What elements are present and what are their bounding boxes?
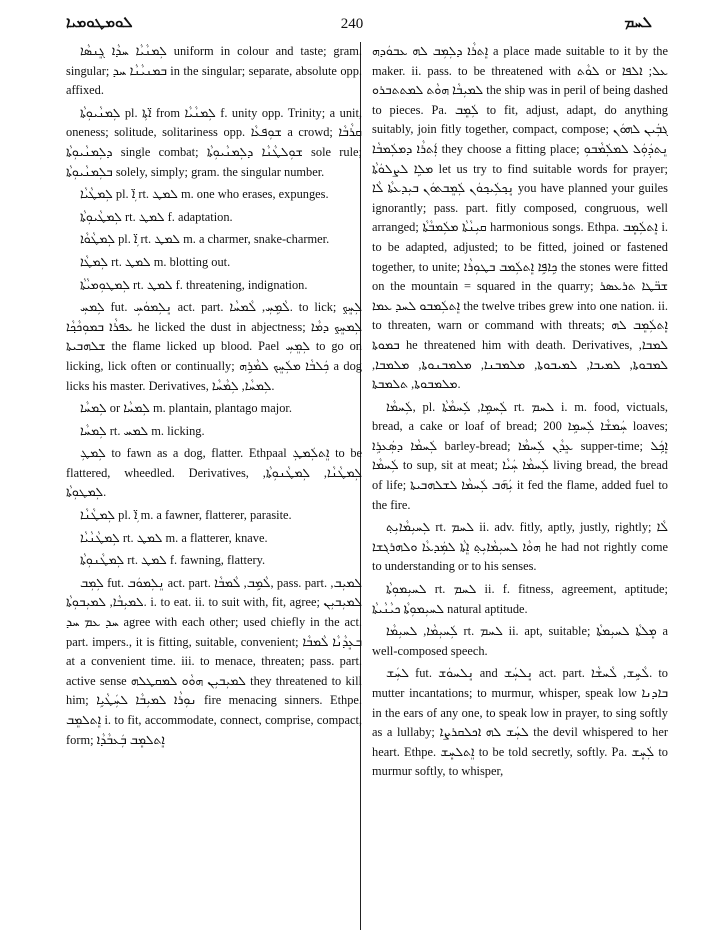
dictionary-entry: ܠܲܚܡܵܐ, pl. ܠܲܚܡܹܐ, ܠܲܚܡܵܬܵܐ rt. ܠܚܡ i. m. food, victuals, bread, a cake or loaf of bread; ܚܲܡܫܵܐ ܠܲܚܡܹܐ 200 loaves; ܠܲܚܡܵܐ ܕܣܲܥܪܹܐ barley-bread; ܥܸܕܵܢ ܠܲܚܡܵܐ supper-time; ܐܸܟ݂ܲܠ ܠܲܚܡܵܐ to sup, sit at meat; ܠܲܚܡܵܐ ܚܲܝܵܐ living bread, the bread of life; ܝܲܗ݇ܒ ܠܲܚܡܵܐ ܠܫܠܗܒܝܬܐ it fed the flame, added fuel to the fire. [372,399,668,512]
dictionary-entry: ܠܼܡܢܵܝܵܐ ܚܕܵܐ ܓܸܢܣܵܐ uniform in colour and taste; gram. singular; ܒܡܢܝܵܢܵܐ ܚܕ in the singular; separate, absolute opp. affixed. [66,44,363,98]
page-number: 240 [340,16,364,32]
right-guide-word: ܠܚܡ [624,15,652,31]
dictionary-entry: ܠܼܡܛܵܐ rt. ܠܡܛ m. blotting out. [80,254,231,269]
left-guide-word: ܠܘܡܛܘܡܝܐ [66,15,133,31]
dictionary-entry: ܠܚܝܼܡܘܼܬܵܐ rt. ܠܚܡ ii. f. fitness, agreement, aptitude; ܠܚܝܼܡܘܼܬܵܐ ܟܝܵܢܵܝܬܵܐ natural aptitude. [372,582,668,616]
dictionary-entry: ܐܸܬܪܵܐ ܕܠܼܡܼܒ ܠܗ ܥܒܘܿܕܗ a place made suitable to it by the maker. ii. pass. to be threatened with ܠܘܵܬ or ܥܠ; ܐܠܦܐ ܠܡܝܼܒܵܐ ܗܘܵܬ ܠܡܬܬܒܪܘ the ship was in peril of being dashed to pieces. Pa. ܠܲܡܸܒ to fit, adjust, adapt, do anything suitably, join fitly together, compact, compose; ܓܒܲܝܢ ܠܗܘܿܢ ܐܲܬܪܵܐ ܕܡܠܲܡܒܵܐ they choose a fitting place; ܢܸܬܕܲܘܲܠ ܠܡܠܲܡܵܒܘܼ ܡܠܹܐ ܠܨܠܘܿܬܵܐ let us try to find suitable words for prayer; ܢܸܟ݂ܠܲܝܟ݂ܘܿܢ ܠܲܡܸܒܬܘܿܢ ܒܝܼܕܥܬܵܐ ܠܵܐ you have planned your guiles ignorantly; pass. part. fitly composed, congruous, well arranged; ܩܝܼܢܵܬܵܐ ܡܠܲܡܒܵܬܵܐ harmonious songs. Ethpa. ܐܸܬܠܲܡܸܒ i. to be adapted, adjusted; to be fitted, joined or fastened together, to unite; ܟܹܐܦܹܐ ܐܸܬܠܲܡܒ ܒܛܘܼܪܵܐ the stones were fitted on the mountain = squared in the quarry; ܫܒ̈ܛܐ ܬܪܥܣܪ ܐܸܬܠܲܡܒܘ ܠܚܕ ܥܡܐ the twelve tribes grew into one nation. ii. to threaten, warn or command with threats; ܐܸܬܠܲܡܸܒ ܠܗ ܒܡܘܬܐ he threatened him with death. Derivatives, ܠܡܒܐ, ܠܡܒܘܬܐ, ܠܡܝܒܐ, ܠܡܝܒܘܬܐ, ܡܠܡܒܢܐ, ܡܠܡܒܢܘܬܐ, ܡܠܡܒܐ, ܡܠܡܒܘܬܐ, ܬܠܡܒܬܐ. [372,44,669,392]
dictionary-entry: ܠܼܡܚܼ fut. ܢܸܠܼܡܘܿܚܼ act. part. ܠܵܡܹܚܼ, ܠܵܡܚܵܐ. to lick; ܠܼܚܸܟ݂ ܥܦܪܵܐ ܒܡܘܼܟܵܟ݂ܵܐ he licked the dust in abjectness; ܠܼܡܚܸܟ݂ ܕܡܵܐ ܫܠܗܒܝܬܐ the flame licked up blood. Pael ܠܼܡܸܚܼ to go on licking, lick often or continually; ܟܲܠܒܵܐ ܡܠܲܚܸܟ ܠܡܵܪܹܗ a dog licks his master. Derivatives, ܠܼܡܚܵܐ, ܠܼܡܵܚܵܐ. [66,300,362,393]
dictionary-entry: ܠܼܡܛܵܢܘܼܬܵܐ rt. ܠܡܛ f. fawning, flattery. [80,553,266,568]
left-column [66,42,362,753]
right-column [372,42,668,785]
dictionary-entry: ܠܼܡܚܵܐ or ܠܼܡܚܵܐ m. plantain, plantago major. [80,401,292,416]
dictionary-entry: ܠܲܚܝܼܡܵܐ, ܠܚܝܼܡܵܐ rt. ܠܚܡ ii. apt, suitable; ܡܸܠܬܵܐ ܠܚܝܼܡܬܵܐ a well-composed speech. [372,624,668,658]
dictionary-entry: ܠܼܡܚܵܐ rt. ܠܡܚ m. licking. [80,423,205,438]
dictionary-entry: ܠܼܚܝܼܡܵܐܝܼܬ݂ rt. ܠܚܡ ii. adv. fitly, aptly, justly, rightly; ܠܵܐ ܗܘܵܐ ܠܚܝܼܡܵܐܝܼܬ݂ ܐܸܬܵܐ ܠܡܲܕܥܵܐ ܘܠܗܪܓܫܐ he had not rightly come to understanding or to his senses. [372,520,668,574]
dictionary-entry: ܠܚܲܫ fut. ܢܸܠܚܘܿܫ and ܢܸܠܚܲܫ act. part. ܠܵܚܹܫ, ܠܵܚܫܵܐ. to mutter incantations; to murmur, whisper, speak low ܒܐܕܢܐ in the ears of any one, to speak low in prayer, to sing softly as a lullaby; ܠܚܲܫ ܠܗ ܐܟܠܩܪܨܐ the devil whispered to her heart. Ethpe. ܐܸܬܠܚܸܫ to be told secretly, softly. Pa. ܠܲܚܸܫ to murmur softly, to whisper, [372,666,669,779]
running-header [0,14,704,40]
dictionary-entry: ܠܼܡܛܵܢܵܝܵܐ rt. ܠܡܛ m. a flatterer, knave. [80,530,268,545]
dictionary-entry: ܠܼܡܢܵܝܘܼܬܵܐ pl. ܼܐ̈ܬܐ from ܠܼܡܢܵܝܵܐ f. unity opp. Trinity; a unit, oneness; solitude, solitariness opp. ܫܘܼܦܥܵܐ a crowd; ܩܪܵܒܵܐ ܕܠܼܡܢܵܝܘܼܬܵܐ single combat; ܫܘܼܠܛܵܢܵܐ ܕܠܼܡܢܵܝܘܼܬܵܐ sole rule; ܒܠܼܡܢܵܝܘܼܬܵܐ solely, simply; gram. the singular number. [66,105,362,179]
dictionary-entry: ܠܼܡܛܘܼܡܝܵܬܵܐ rt. ܠܡܛ f. threatening, indignation. [80,277,308,292]
dictionary-entry: ܠܼܡܼܒ fut. ܢܸܠܼܡܘܿܒ act. part. ܠܵܡܹܒ, ܠܵܡܒܵܐ, pass. part. ܠܡܝܼܒ, ܠܡܝܼܒܵܐ, ܠܡܝܼܒܘܼܬܵܐ. i. to eat. ii. to suit with, fit, agree; ܠܡܝܼܒܝܼܢ ܚܕ ܥܡ ܚܕ agree with each other; used chiefly in the act. part. impers., it is fitting, suitable, convenient; ܒܥܸܕܵܢܵܐ ܠܵܡܒܵܐ at a convenient time. iii. to menace, threaten; pass. part. active sense ܠܡܝܼܒܝܼܢ ܗܘܵܘ ܠܡܩܛܠܗ they threatened to kill him; ܢܘܼܪܵܐ ܠܡܝܼܒܵܐ ܠܚܲܛܵܝܹܐ fire menacing sinners. Ethpe. ܐܸܬܠܡܸܒ i. to fit, accommodate, connect, comprise, compact, form; ܐܸܬܠܡܸܒ ܒܲܥܒܵܕܵܐ [66,575,363,747]
dictionary-entry: ܠܼܡܛܵܝܵܐ pl. ܼܐ̈ rt. ܠܡܛ m. one who erases, expunges. [80,187,329,202]
dictionary-entry: ܠܼܡܛܵܢܵܐ pl. ܼܐ̈ m. a fawner, flatterer, parasite. [80,508,292,523]
dictionary-entry: ܠܼܡܛܵܘܵܐ pl. ܼܐ̈ rt. ܠܡܛ m. a charmer, snake-charmer. [80,232,330,247]
dictionary-entry: ܠܼܡܛܼ to fawn as a dog, flatter. Ethpaal ܐܸܬܠܲܡܛܼ to be flattered, wheedled. Derivatives, ܠܼܡܛܵܢܵܐ, ܠܼܡܛܵܢܘܼܬܵܐ, ܠܼܡܛܘܼܬܵܐ. [66,446,363,500]
dictionary-entry: ܠܼܡܛܵܝܘܼܬܵܐ rt. ܠܡܛ f. adaptation. [80,209,233,224]
